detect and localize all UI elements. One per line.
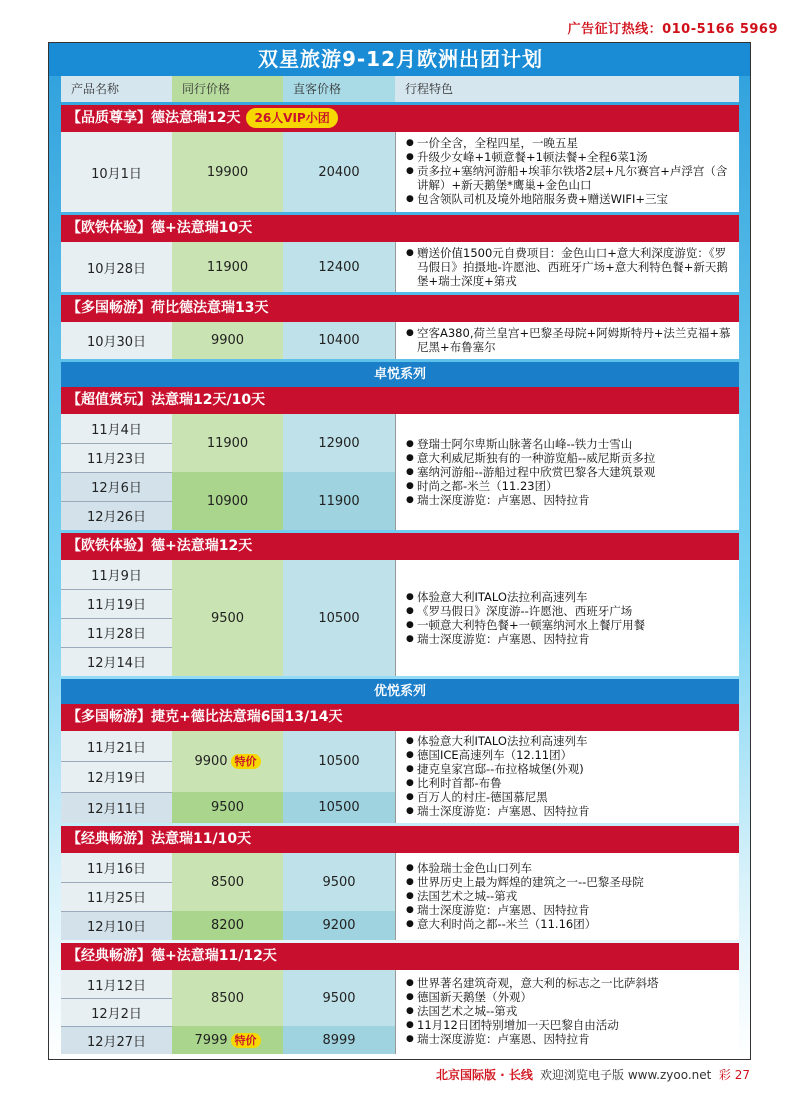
departure-date: 12月19日 [86, 771, 147, 786]
section-band [61, 387, 739, 414]
direct-price: 9200 [283, 911, 395, 940]
feature-item: ● 空客A380,荷兰皇宫+巴黎圣母院+阿姆斯特丹+法兰克福+慕尼黑+布鲁塞尔 [406, 326, 733, 354]
header-peer-price: 同行价格 [172, 76, 283, 102]
feature-list [406, 861, 733, 931]
feature-item: ● 一顿意大利特色餐+一顿塞纳河水上餐厅用餐 [406, 618, 733, 632]
departure-date: 10月1日 [91, 166, 142, 182]
feature-list [406, 246, 733, 288]
direct-price: 9500 [322, 990, 356, 1006]
peer-price: 9500 [172, 792, 283, 823]
section-band [61, 943, 739, 970]
feature-item: ● 法国艺术之城--第戎 [406, 1004, 733, 1018]
section-title: 【多国畅游】荷比德法意瑞13天 [67, 300, 269, 316]
peer-price-cell [172, 731, 283, 792]
section-title: 【欧铁体验】德+法意瑞12天 [67, 538, 253, 554]
feature-item: ● 瑞士深度游览：卢塞恩、因特拉肯 [406, 632, 733, 646]
feature-item: ● 塞纳河游船--游船过程中欣赏巴黎各大建筑景观 [406, 465, 733, 479]
feature-item: ● 世界历史上最为辉煌的建筑之一--巴黎圣母院 [406, 875, 733, 889]
table-header [49, 76, 751, 102]
section-title: 【经典畅游】德+法意瑞11/12天 [67, 948, 277, 964]
peer-price: 11900 [206, 259, 249, 275]
feature-item: ● 11月12日团特别增加一天巴黎自由活动 [406, 1018, 733, 1032]
page-number: 彩 27 [718, 1068, 750, 1082]
tour-schedule-panel [48, 42, 751, 1060]
feature-list [406, 734, 733, 818]
feature-item: ● 体验意大利ITALO法拉利高速列车 [406, 590, 733, 604]
feature-list [406, 590, 733, 646]
peer-price: 8200 [172, 911, 283, 940]
departure-date: 12月10日 [61, 911, 172, 940]
tour-block [61, 414, 739, 530]
departure-date: 11月12日 [86, 978, 147, 994]
departure-date: 12月26日 [61, 501, 172, 530]
peer-price: 9900 [194, 754, 228, 769]
feature-item: ● 法国艺术之城--第戎 [406, 889, 733, 903]
section-band [61, 704, 739, 731]
section-title: 【欧铁体验】德+法意瑞10天 [67, 220, 253, 236]
departure-date: 12月2日 [91, 1006, 142, 1022]
peer-price: 7999 [194, 1032, 228, 1048]
header-direct-price: 直客价格 [283, 76, 395, 102]
feature-item: ● 包含领队司机及境外地陪服务费+赠送WIFI+三宝 [406, 192, 733, 206]
feature-item: ● 体验瑞士金色山口列车 [406, 861, 733, 875]
departure-date: 10月30日 [86, 335, 147, 350]
feature-list [406, 976, 733, 1046]
tour-block [61, 322, 739, 359]
departure-date: 11月21日 [86, 740, 147, 756]
feature-item: ● 《罗马假日》深度游--许愿池、西班牙广场 [406, 604, 733, 618]
tour-block [61, 853, 739, 940]
section-title: 【经典畅游】法意瑞11/10天 [67, 831, 252, 847]
peer-price: 10900 [172, 472, 283, 530]
page-title: 双星旅游9-12月欧洲出团计划 [49, 43, 751, 76]
feature-item: ● 瑞士深度游览：卢塞恩、因特拉肯 [406, 1032, 733, 1046]
website-link[interactable]: 欢迎浏览电子版 www.zyoo.net [540, 1068, 712, 1082]
feature-item: ● 登瑞士阿尔卑斯山脉著名山峰--铁力士雪山 [406, 437, 733, 451]
feature-item: ● 时尚之都-米兰（11.23团） [406, 479, 733, 493]
section-band [61, 295, 739, 322]
direct-price: 12400 [318, 259, 360, 275]
edition-label: 北京国际版 · 长线 [436, 1068, 533, 1082]
special-price-badge: 特价 [231, 1033, 261, 1048]
section-band [61, 105, 739, 132]
direct-price: 20400 [318, 164, 360, 180]
peer-price: 9500 [210, 610, 245, 626]
feature-list [406, 326, 733, 354]
departure-date: 10月28日 [86, 261, 147, 277]
feature-item: ● 贡多拉+塞纳河游船+埃菲尔铁塔2层+凡尔赛宫+卢浮宫（含讲解）+新天鹅堡*鹰巢+金色山口 [406, 164, 733, 192]
departure-date: 11月4日 [91, 423, 142, 438]
feature-item: ● 德国ICE高速列车（12.11团） [406, 748, 733, 762]
departure-date: 12月6日 [61, 472, 172, 501]
peer-price: 9900 [210, 333, 245, 348]
series-header: 优悦系列 [61, 679, 739, 704]
special-price-badge: 特价 [231, 754, 261, 769]
feature-item: ● 体验意大利ITALO法拉利高速列车 [406, 734, 733, 748]
section-title: 【品质尊享】德法意瑞12天 [67, 110, 241, 126]
feature-item: ● 世界著名建筑奇观，意大利的标志之一比萨斜塔 [406, 976, 733, 990]
tour-block [61, 731, 739, 823]
feature-item: ● 瑞士深度游览：卢塞恩、因特拉肯 [406, 804, 733, 818]
vip-badge: 26人VIP小团 [246, 108, 337, 128]
direct-price: 9500 [322, 874, 356, 890]
feature-item: ● 一价全含，全程四星，一晚五星 [406, 136, 733, 150]
departure-date: 11月23日 [86, 452, 147, 467]
departure-date: 12月14日 [86, 656, 147, 671]
peer-price: 8500 [210, 990, 245, 1006]
direct-price: 10500 [283, 792, 395, 823]
feature-item: ● 意大利威尼斯独有的一种游览船--威尼斯贡多拉 [406, 451, 733, 465]
feature-list [406, 437, 733, 507]
departure-date: 11月28日 [86, 627, 147, 642]
tour-block [61, 560, 739, 676]
header-product: 产品名称 [61, 76, 172, 102]
departure-date: 12月27日 [61, 1026, 172, 1054]
direct-price: 10400 [318, 333, 360, 348]
section-band [61, 215, 739, 242]
section-title: 【超值赏玩】法意瑞12天/10天 [67, 392, 266, 408]
section-band [61, 826, 739, 853]
tour-block [61, 242, 739, 292]
page-footer [0, 1066, 800, 1086]
feature-item: ● 德国新天鹅堡（外观） [406, 990, 733, 1004]
feature-item: ● 百万人的村庄-德国慕尼黑 [406, 790, 733, 804]
departure-date: 11月19日 [86, 598, 147, 613]
tour-block [61, 970, 739, 1054]
section-title: 【多国畅游】捷克+德比法意瑞6国13/14天 [67, 709, 343, 725]
direct-price: 10500 [318, 610, 360, 626]
peer-price: 8500 [210, 874, 245, 890]
feature-list [406, 136, 733, 206]
ad-hotline: 广告征订热线：010-5166 5969 [567, 22, 778, 37]
direct-price: 8999 [283, 1026, 395, 1054]
direct-price: 10500 [318, 754, 360, 769]
section-band [61, 533, 739, 560]
departure-date: 11月25日 [86, 891, 147, 906]
peer-price-cell [172, 1026, 283, 1054]
feature-item: ● 捷克皇家宫邸--布拉格城堡(外观) [406, 762, 733, 776]
feature-item: ● 瑞士深度游览：卢塞恩、因特拉肯 [406, 493, 733, 507]
peer-price: 19900 [206, 164, 249, 180]
direct-price: 12900 [318, 435, 360, 451]
direct-price: 11900 [283, 472, 395, 530]
departure-date: 11月16日 [86, 862, 147, 877]
peer-price: 11900 [206, 435, 249, 451]
feature-item: ● 赠送价值1500元自费项目：金色山口+意大利深度游览：《罗马假日》拍摄地-许愿池、西班牙广场+意大利特色餐+新天鹅堡+瑞士深度+第戎 [406, 246, 733, 288]
header-features: 行程特色 [395, 76, 739, 102]
departure-date: 11月9日 [91, 569, 142, 584]
series-header: 卓悦系列 [61, 362, 739, 387]
feature-item: ● 比利时首都-布鲁 [406, 776, 733, 790]
feature-item: ● 瑞士深度游览：卢塞恩、因特拉肯 [406, 903, 733, 917]
departure-date: 12月11日 [61, 792, 172, 823]
feature-item: ● 意大利时尚之都--米兰（11.16团） [406, 917, 733, 931]
tour-block [61, 132, 739, 212]
feature-item: ● 升级少女峰+1顿意餐+1顿法餐+全程6菜1汤 [406, 150, 733, 164]
